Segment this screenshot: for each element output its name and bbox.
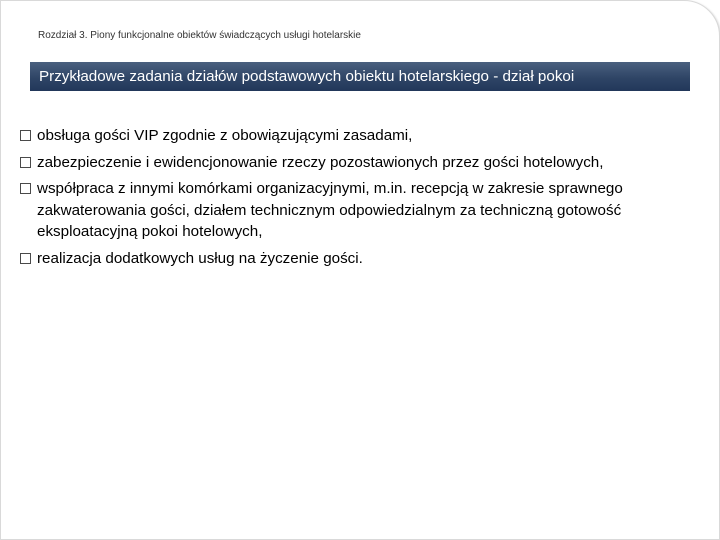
- section-header-bar: [30, 62, 690, 91]
- hollow-square-bullet-icon: [20, 157, 31, 168]
- hollow-square-bullet-icon: [20, 183, 31, 194]
- bullet-text: współpraca z innymi komórkami organizacyjnymi, m.in. recepcją w zakresie sprawnego zakwaterowania gości, działem technicznym odpowiedzialnym za techniczną gotowość eksploatacyjną pokoi hotelowych,: [37, 180, 623, 240]
- bullet-list: [20, 125, 680, 274]
- section-header-text: Przykładowe zadania działów podstawowych obiektu hotelarskiego - dział pokoi: [39, 68, 575, 85]
- bullet-text: obsługa gości VIP zgodnie z obowiązującymi zasadami,: [37, 127, 413, 144]
- chapter-title: Rozdział 3. Piony funkcjonalne obiektów świadczących usługi hotelarskie: [38, 30, 361, 41]
- hollow-square-bullet-icon: [20, 253, 31, 264]
- bullet-item: [20, 248, 680, 270]
- bullet-text: zabezpieczenie i ewidencjonowanie rzeczy pozostawionych przez gości hotelowych,: [37, 153, 604, 171]
- hollow-square-bullet-icon: [20, 130, 31, 141]
- bullet-item: [20, 178, 680, 243]
- bullet-text: realizacja dodatkowych usług na życzenie gości.: [37, 249, 363, 267]
- bullet-item: [20, 152, 680, 174]
- bullet-item: [20, 125, 680, 147]
